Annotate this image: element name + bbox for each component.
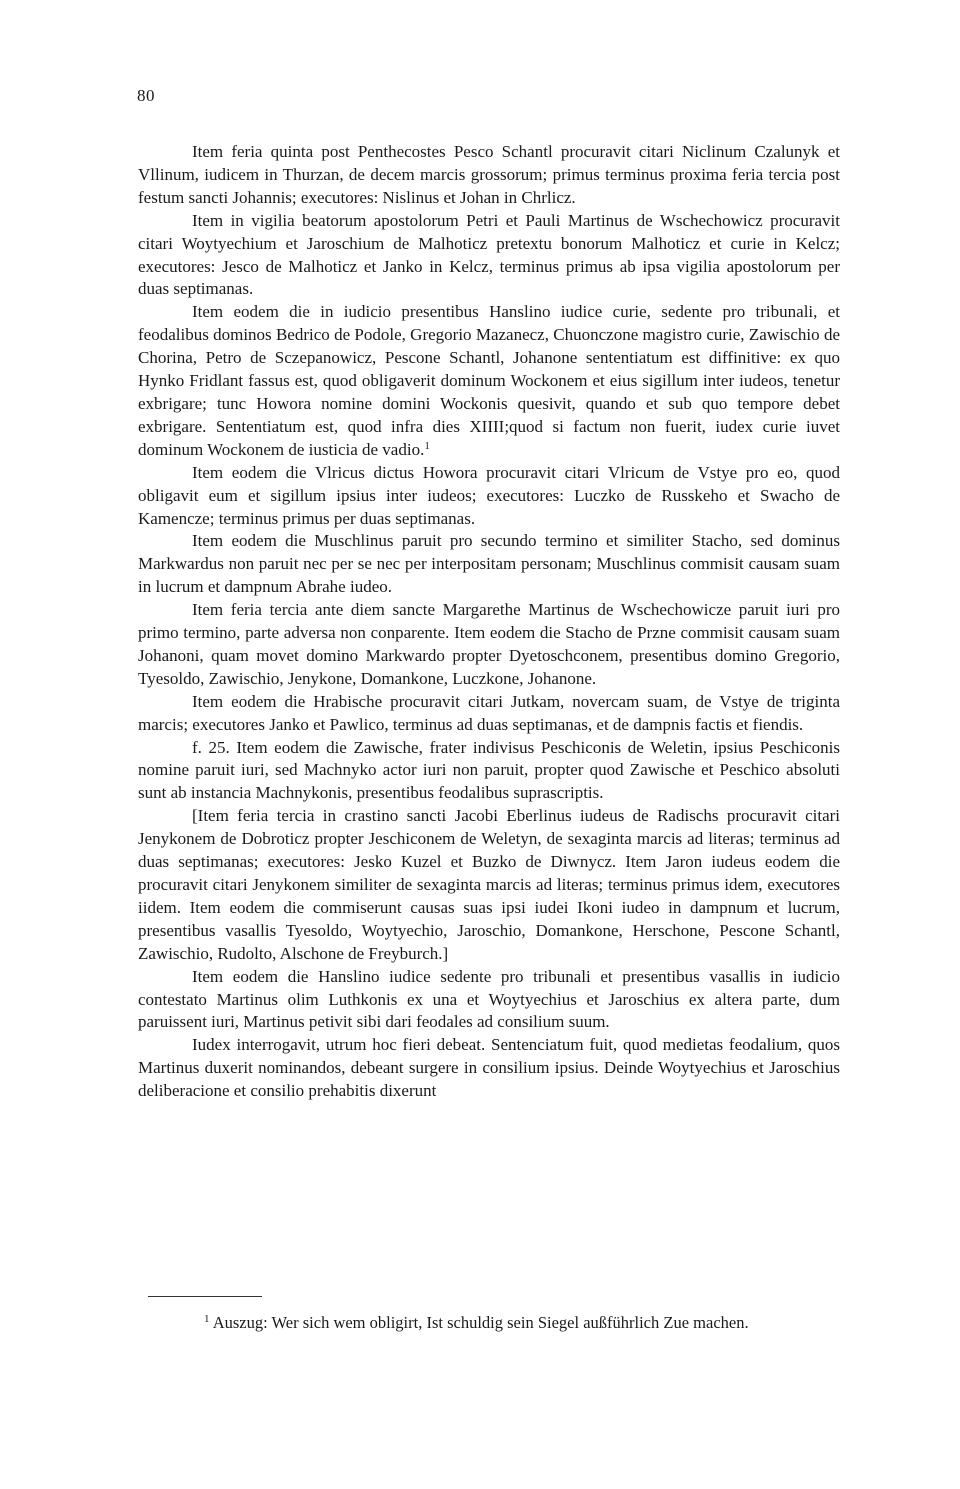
paragraph-7: Item eodem die Hrabische procuravit citari Jutkam, novercam suam, de Vstye de triginta marcis; executores Janko et Pawlico, terminus ad duas septimanas, et de dampnis factis et fiendis. [138, 691, 840, 734]
document-body [138, 141, 840, 1103]
footnote-text: Auszug: Wer sich wem obligirt, Ist schuldig sein Siegel außführlich Zue machen. [212, 1313, 749, 1332]
footnotes [148, 1312, 840, 1333]
paragraph-4: Item eodem die Vlricus dictus Howora procuravit citari Vlricum de Vstye pro eo, quod obligavit eum et sigillum ipsius inter iudeos; executores: Luczko de Russkeho et Swacho de Kamencze; terminus primus per duas septimanas. [138, 462, 840, 528]
paragraph-8: f. 25. Item eodem die Zawische, frater indivisus Peschiconis de Weletin, ipsius Peschiconis nomine paruit iuri, sed Machnyko actor iuri non paruit, propter quod Zawische et Peschico absoluti sunt ab instancia Machnykonis, presentibus feodalibus suprascriptis. [138, 737, 840, 803]
footnote-divider [148, 1296, 262, 1297]
paragraph-6: Item feria tercia ante diem sancte Margarethe Martinus de Wschechowicze paruit iuri pro primo termino, parte adversa non conparente. Item eodem die Stacho de Przne commisit causam suam Johanoni, quam movet domino Markwardo propter Dyetoschconem, presentibus domino Gregorio, Tyesoldo, Zawischio, Jenykone, Domankone, Luczkone, Johanone. [138, 600, 840, 688]
paragraph-2: Item in vigilia beatorum apostolorum Petri et Pauli Martinus de Wschechowicz procuravit citari Woytyechium et Jaroschium de Malhoticz pretextu bonorum Malhoticz et curie in Kelcz; executores: Jesco de Malhoticz et Janko in Kelcz, terminus primus ab ipsa vigilia apostolorum per duas septimanas. [138, 210, 840, 299]
footnote-marker: 1 [204, 1313, 210, 1325]
paragraph-9: [Item feria tercia in crastino sancti Jacobi Eberlinus iudeus de Radischs procuravit citari Jenykonem de Dobroticz propter Jeschiconem de Weletyn, de sexaginta marcis ad literas; terminus ad duas septimanas; executores: Jesko Kuzel et Buzko de Diwnycz. Item Jaron iudeus eodem die procuravit citari Jenykonem similiter de sexaginta marcis ad literas; terminus primus idem, executores iidem. Item eodem die commiserunt causas suas ipsi iudei Ikoni iudeo in dampnum et lucrum, presentibus vasallis Tyesoldo, Woytyechio, Jaroschio, Domankone, Herschone, Pescone Schantl, Zawischio, Rudolto, Alschone de Freyburch.] [138, 806, 840, 963]
paragraph-11: Iudex interrogavit, utrum hoc fieri debeat. Sentenciatum fuit, quod medietas feodalium, quos Martinus duxerit nominandos, debeant surgere in consilium ipsius. Deinde Woytyechius et Jaroschius deliberacione et consilio prehabitis dixerunt [138, 1035, 840, 1101]
footnote-reference: 1 [424, 439, 430, 452]
paragraph-10: Item eodem die Hanslino iudice sedente pro tribunali et presentibus vasallis in iudicio contestato Martinus olim Luthkonis ex una et Woytyechius et Jaroschius ex altera parte, dum paruissent iuri, Martinus petivit sibi dari feodales ad consilium suum. [138, 966, 840, 1032]
paragraph-1: Item feria quinta post Penthecostes Pesco Schantl procuravit citari Niclinum Czalunyk et Vllinum, iudicem in Thurzan, de decem marcis grossorum; primus terminus proxima feria tercia post festum sancti Johannis; executores: Nislinus et Johan in Chrlicz. [138, 142, 840, 207]
page-number: 80 [137, 86, 155, 105]
paragraph-5: Item eodem die Muschlinus paruit pro secundo termino et similiter Stacho, sed dominus Markwardus non paruit nec per se nec per interpositam personam; Muschlinus commisit causam suam in lucrum et dampnum Abrahe iudeo. [138, 531, 840, 597]
paragraph-3 [138, 301, 840, 461]
footnote-1 [148, 1312, 840, 1333]
paragraph-3-text: Item eodem die in iudicio presentibus Hanslino iudice curie, sedente pro tribunali, et feodalibus dominos Bedrico de Podole, Gregorio Mazanecz, Chuonczone magistro curie, Zawischio de Chorina, Petro de Sczepanowicz, Pescone Schantl, Johanone sententiatum est diffinitive: ex quo Hynko Fridlant fassus est, quod obligaverit dominum Wockonem et eius sigillum inter iudeos, tenetur exbrigare; tunc Howora nomine domini Wockonis quesivit, quando et sub quo tempore debet exbrigare. Sententiatum est, quod infra dies XIIII;quod si factum non fuerit, iudex curie iuvet dominum Wockonem de iusticia de vadio. [138, 302, 840, 459]
